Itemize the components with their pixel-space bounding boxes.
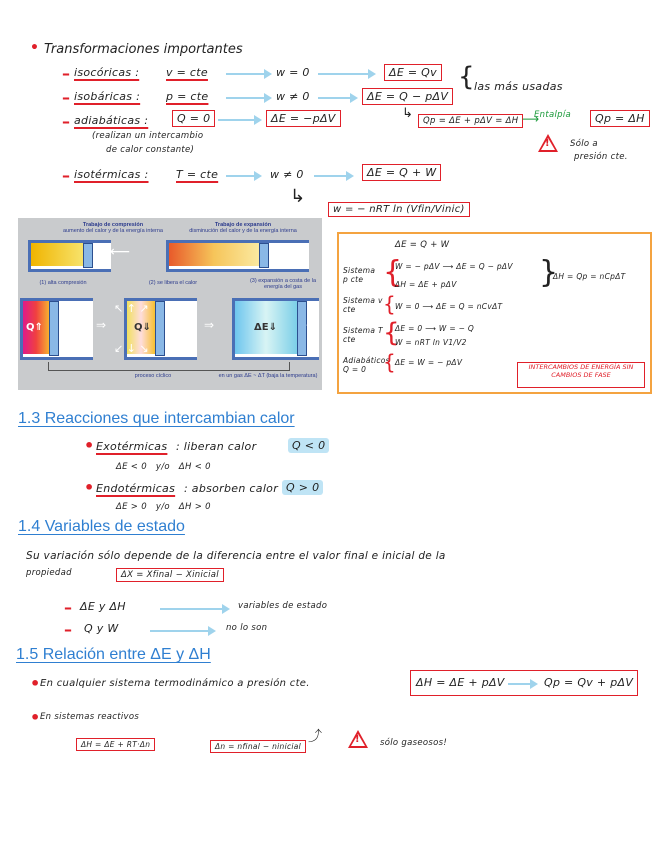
arrow-head: [264, 93, 272, 103]
heading-1-4: 1.4 Variables de estado: [18, 518, 185, 535]
piston: [259, 243, 269, 268]
curved-arrow-icon: ⤴: [308, 729, 322, 745]
relation-line-2: En sistemas reactivos: [40, 712, 140, 722]
arrow-head: [346, 171, 354, 181]
dash: –: [62, 166, 70, 185]
isobaric-line-2: ΔH = ΔE + pΔV: [395, 280, 457, 289]
state-variables-text-1: Su variación sólo depende de la diferencia entre el valor final e inicial de la: [26, 550, 446, 562]
q-up-label: Q⇑: [26, 322, 43, 333]
exothermic-q: Q < 0: [288, 438, 329, 453]
bullet: •: [84, 436, 95, 455]
endothermic-line-2: ΔE > 0 y/o ΔH > 0: [116, 502, 211, 512]
arrow-head: [368, 69, 376, 79]
arrow: [160, 608, 224, 610]
warning-note-2: presión cte.: [574, 152, 628, 162]
arrow-right-icon: ⟶: [272, 244, 293, 260]
brace: {: [383, 318, 400, 348]
endothermic-desc: : absorben calor: [184, 482, 279, 495]
dash: –: [62, 88, 70, 107]
adiabatic-note-1: (realizan un intercambio: [92, 131, 204, 141]
delta-n-equation: Δn = nfinal − ninicial: [210, 740, 306, 753]
cycle-line: [48, 362, 290, 371]
isobaric-system-label: Sistema p cte: [343, 266, 376, 284]
isochoric-system-label: Sistema v cte: [343, 296, 383, 314]
isothermal-line-1: ΔE = 0 ⟶ W = − Q: [395, 324, 475, 333]
adiabatic-note-2: de calor constante): [106, 145, 195, 155]
arrow-head: [350, 93, 358, 103]
ideal-gas-caption: en un gas ΔE ~ ΔT (baja la temperatura): [218, 373, 318, 379]
state-item-1-left: ΔE y ΔH: [80, 600, 126, 613]
arrow-right-icon: →: [306, 318, 317, 332]
arrow-head: [264, 69, 272, 79]
gas: [169, 243, 259, 266]
arrow: [150, 630, 210, 632]
brace: {: [383, 292, 396, 316]
bullet: •: [84, 478, 95, 497]
piston: [49, 301, 59, 356]
step-3-caption: (3) expansión a costa de la energía del gas: [249, 278, 317, 290]
gas-only-note: sólo gaseosos!: [380, 738, 448, 748]
arrow: [314, 175, 348, 177]
isothermal-work: w ≠ 0: [270, 168, 304, 181]
endothermic-label: Endotérmicas: [96, 482, 176, 495]
relation-box-1: ΔH = ΔE + pΔV: [416, 676, 505, 689]
arrow-left-icon: ⟵: [166, 318, 187, 334]
isochoric-line-1: W = 0 ⟶ ΔE = Q = nCvΔT: [395, 302, 503, 311]
heading-1-3: 1.3 Reacciones que intercambian calor: [18, 410, 295, 427]
brace: {: [458, 62, 475, 92]
arrow-right-icon: ⇒: [96, 318, 107, 332]
isothermal-condition: T = cte: [176, 168, 219, 181]
relation-box-2: Qp = Qv + pΔV: [544, 676, 634, 689]
green-arrow-icon: ⟶: [522, 112, 540, 126]
isobaric-condition: p = cte: [166, 90, 209, 103]
arrow: [226, 97, 266, 99]
adiabatic-condition: Q = 0: [172, 110, 215, 127]
reactive-equation: ΔH = ΔE + RT·Δn: [76, 738, 155, 751]
arrow-head: [208, 626, 216, 636]
arrow-head: [254, 115, 262, 125]
gas: [31, 243, 83, 266]
heading-1-5: 1.5 Relación entre ΔE y ΔH: [16, 646, 211, 663]
arrow: [226, 73, 266, 75]
dash: –: [64, 620, 72, 639]
adiabatic-result: ΔE = −pΔV: [266, 110, 341, 127]
phase-note: INTERCAMBIOS DE ENERGÍA SIN CAMBIOS DE FASE: [517, 362, 645, 388]
qp-result: Qp = ΔH: [590, 110, 650, 127]
relation-line-1: En cualquier sistema termodinámico a presión cte.: [40, 678, 310, 689]
state-formula: ΔX = Xfinal − Xinicial: [116, 568, 224, 582]
piston: [155, 301, 165, 356]
bullet: •: [30, 40, 39, 56]
isochoric-result: ΔE = Qv: [384, 64, 442, 81]
adiabatic-label: adiabáticas :: [74, 114, 149, 127]
exothermic-label: Exotérmicas: [96, 440, 168, 453]
state-item-1-right: variables de estado: [238, 601, 328, 611]
summary-top: ΔE = Q + W: [395, 240, 450, 250]
arrow: [226, 175, 256, 177]
arrow-left-icon: ⟵: [110, 244, 131, 260]
isobaric-line-1: W = − pΔV ⟶ ΔE = Q − pΔV: [395, 262, 513, 271]
heat-rays-icon: ↙ ↓ ↘: [114, 342, 149, 355]
isothermal-label: isotérmicas :: [74, 168, 149, 181]
isobaric-label: isobáricas :: [74, 90, 141, 103]
piston-figure: [18, 218, 322, 390]
isochoric-work: w = 0: [276, 66, 310, 79]
arrow-left-icon: ⟵: [60, 318, 81, 334]
section-title: Transformaciones importantes: [44, 42, 243, 57]
isobaric-work: w ≠ 0: [276, 90, 310, 103]
warning-note-1: Sólo a: [570, 139, 598, 149]
arrow-right-icon: ⇒: [204, 318, 215, 332]
enthalpy-label: Entalpía: [534, 110, 572, 120]
adiabatic-line-1: ΔE = W = − pΔV: [395, 358, 463, 367]
brace-right: }: [539, 255, 559, 290]
warning-icon: !: [348, 730, 368, 748]
isobaric-result: ΔE = Q − pΔV: [362, 88, 453, 105]
bullet: •: [30, 674, 41, 693]
arrow: [318, 97, 352, 99]
arrow: [318, 73, 370, 75]
step-1-caption: (1) alta compresión: [39, 280, 87, 286]
state-item-2-left: Q y W: [84, 622, 119, 635]
exothermic-desc: : liberan calor: [176, 440, 257, 453]
dash: –: [62, 112, 70, 131]
bullet: •: [30, 708, 41, 727]
isothermal-line-2: W = nRT ln V1/V2: [395, 338, 467, 347]
dash: –: [62, 64, 70, 83]
arrow: [508, 683, 532, 685]
piston: [83, 243, 93, 268]
brace: {: [383, 350, 396, 374]
arrow: [218, 119, 256, 121]
state-item-2-right: no lo son: [226, 623, 268, 633]
enthalpy-equation: Qp = ΔE + pΔV = ΔH: [418, 114, 523, 128]
step-2-caption: (2) se libera el calor: [148, 280, 198, 286]
isochoric-condition: v = cte: [166, 66, 208, 79]
arrow-head: [254, 171, 262, 181]
q-down-label: Q⇓: [134, 322, 151, 333]
exothermic-line-2: ΔE < 0 y/o ΔH < 0: [116, 462, 211, 472]
isobaric-result: ΔH = Qp = nCpΔT: [553, 272, 626, 281]
arrow-head: [530, 679, 538, 689]
endothermic-q: Q > 0: [282, 480, 323, 495]
brace-note: las más usadas: [474, 80, 563, 93]
corner-arrow-icon: ↳: [290, 186, 306, 207]
expansion-caption: Trabajo de expansión disminución del calor y de la energía interna: [189, 222, 297, 234]
corner-arrow-icon: ↳: [402, 106, 413, 121]
isothermal-result: ΔE = Q + W: [362, 164, 441, 181]
adiabatic-system-label: Adiabáticos Q = 0: [343, 356, 390, 374]
isothermal-work-formula: w = − nRT ln (Vfin/Vinic): [328, 202, 470, 217]
cycle-caption: proceso cíclico: [134, 373, 172, 379]
isochoric-label: isocóricas :: [74, 66, 140, 79]
heat-rays-icon: ↖ ↑ ↗: [114, 302, 149, 315]
brace: {: [383, 255, 403, 290]
dash: –: [64, 598, 72, 617]
summary-box: [337, 232, 652, 394]
e-down-label: ΔE⇓: [254, 322, 277, 333]
arrow-head: [222, 604, 230, 614]
state-variables-text-2: propiedad: [26, 568, 72, 578]
compression-caption: Trabajo de compresión aumento del calor y de la energía interna: [63, 222, 163, 234]
warning-icon: !: [538, 134, 558, 152]
isothermal-system-label: Sistema T cte: [343, 326, 383, 344]
